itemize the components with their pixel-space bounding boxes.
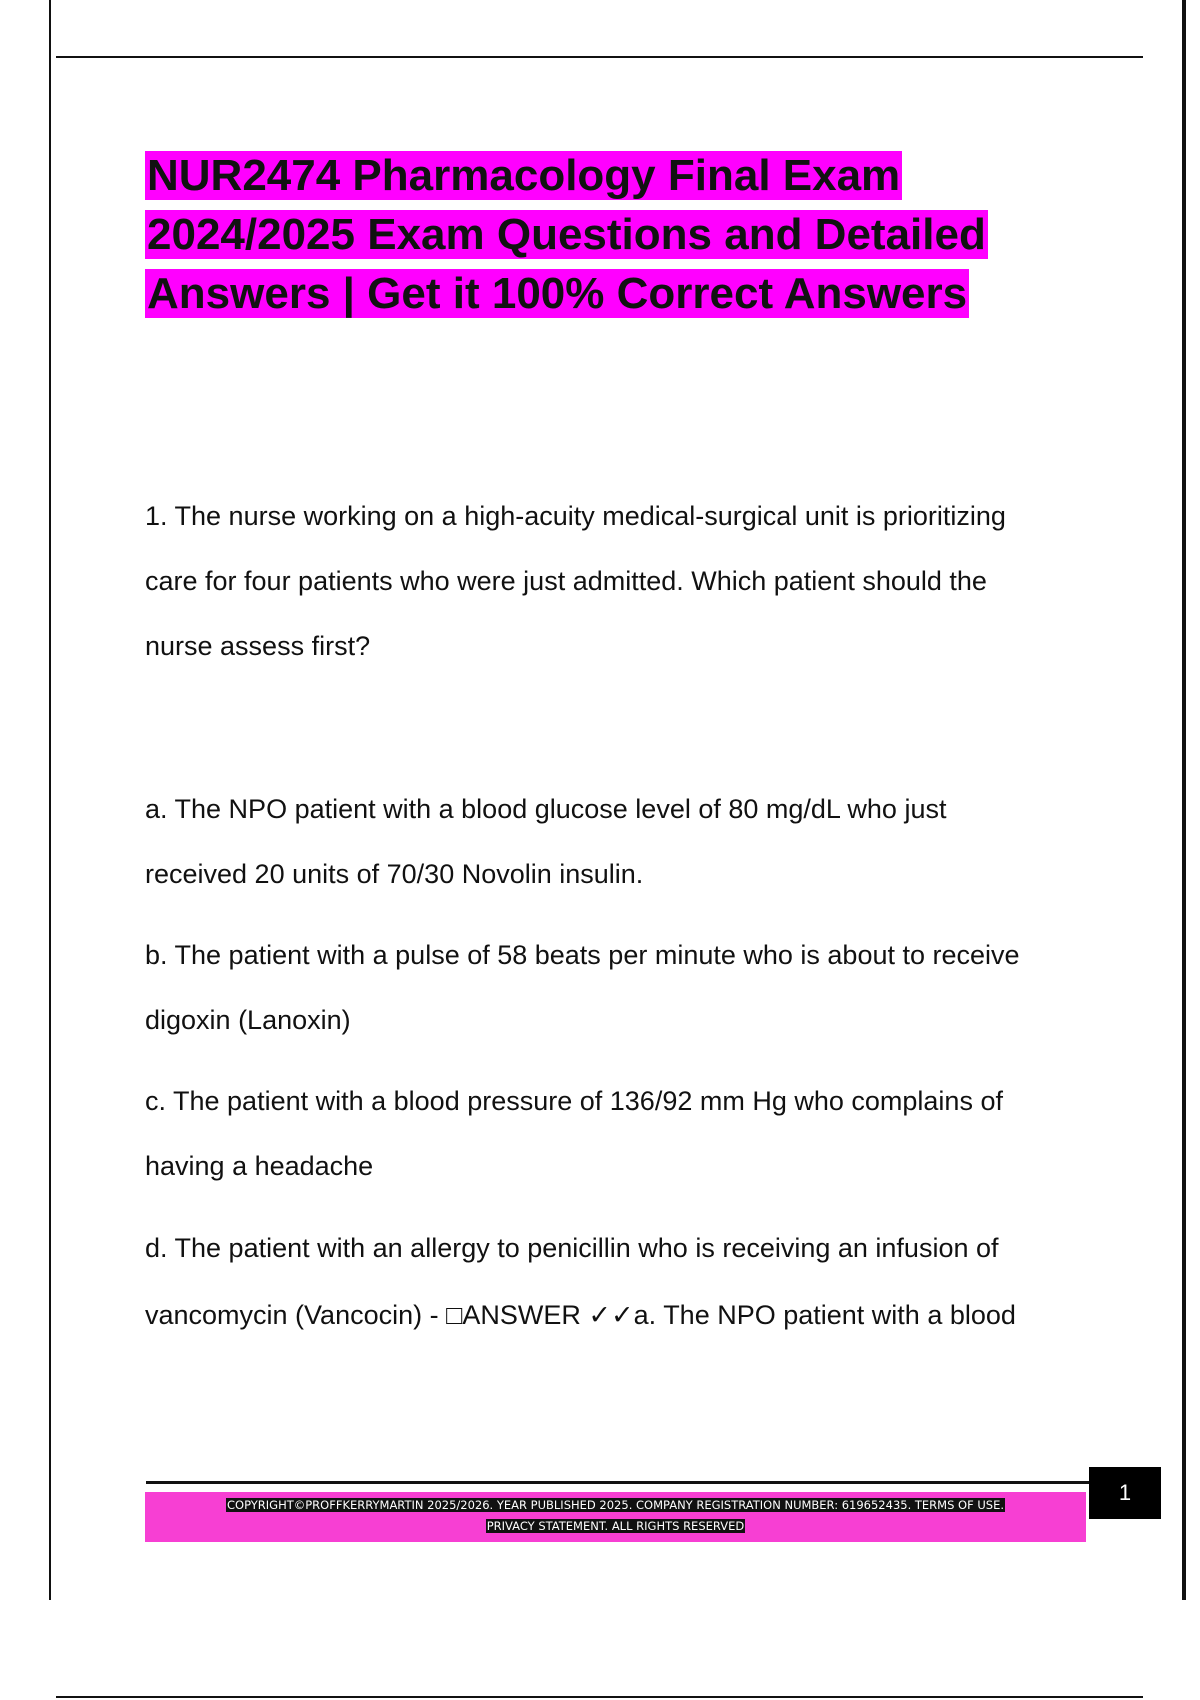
footer-rule	[146, 1481, 1090, 1484]
option-d-line-1: d. The patient with an allergy to penicillin who is receiving an infusion of	[145, 1233, 999, 1263]
question-stem-line-2: care for four patients who were just admitted. Which patient should the	[145, 566, 987, 596]
title-line-1: NUR2474 Pharmacology Final Exam	[147, 151, 901, 200]
copyright-line-1: COPYRIGHT©PROFFKERRYMARTIN 2025/2026. YEAR PUBLISHED 2025. COMPANY REGISTRATION NUMBER: 619652435. TERMS OF USE.	[226, 1498, 1005, 1512]
option-b-line-1: b. The patient with a pulse of 58 beats per minute who is about to receive	[145, 940, 1020, 970]
option-d-line-2: vancomycin (Vancocin) - □ANSWER ✓✓a. The NPO patient with a blood	[145, 1300, 1016, 1330]
page-border-right	[1182, 0, 1186, 1600]
question-stem-line-1: 1. The nurse working on a high-acuity medical-surgical unit is prioritizing	[145, 501, 1006, 531]
option-c-line-1: c. The patient with a blood pressure of 136/92 mm Hg who complains of	[145, 1086, 1003, 1116]
option-b-line-2: digoxin (Lanoxin)	[145, 1005, 351, 1035]
page-number: 1	[1089, 1467, 1161, 1519]
title-line-3: Answers | Get it 100% Correct Answers	[147, 269, 968, 318]
next-page-rule	[56, 1696, 1143, 1698]
option-a-line-2: received 20 units of 70/30 Novolin insulin.	[145, 859, 644, 889]
option-a-line-1: a. The NPO patient with a blood glucose level of 80 mg/dL who just	[145, 794, 947, 824]
document-title	[145, 146, 1105, 323]
page-border-left	[49, 0, 51, 1600]
title-line-2: 2024/2025 Exam Questions and Detailed	[147, 210, 986, 259]
option-c-line-2: having a headache	[145, 1151, 374, 1181]
question-stem-line-3: nurse assess first?	[145, 631, 371, 661]
header-rule	[56, 56, 1143, 58]
copyright-line-2: PRIVACY STATEMENT. ALL RIGHTS RESERVED	[486, 1519, 745, 1533]
copyright-footer	[145, 1492, 1086, 1542]
